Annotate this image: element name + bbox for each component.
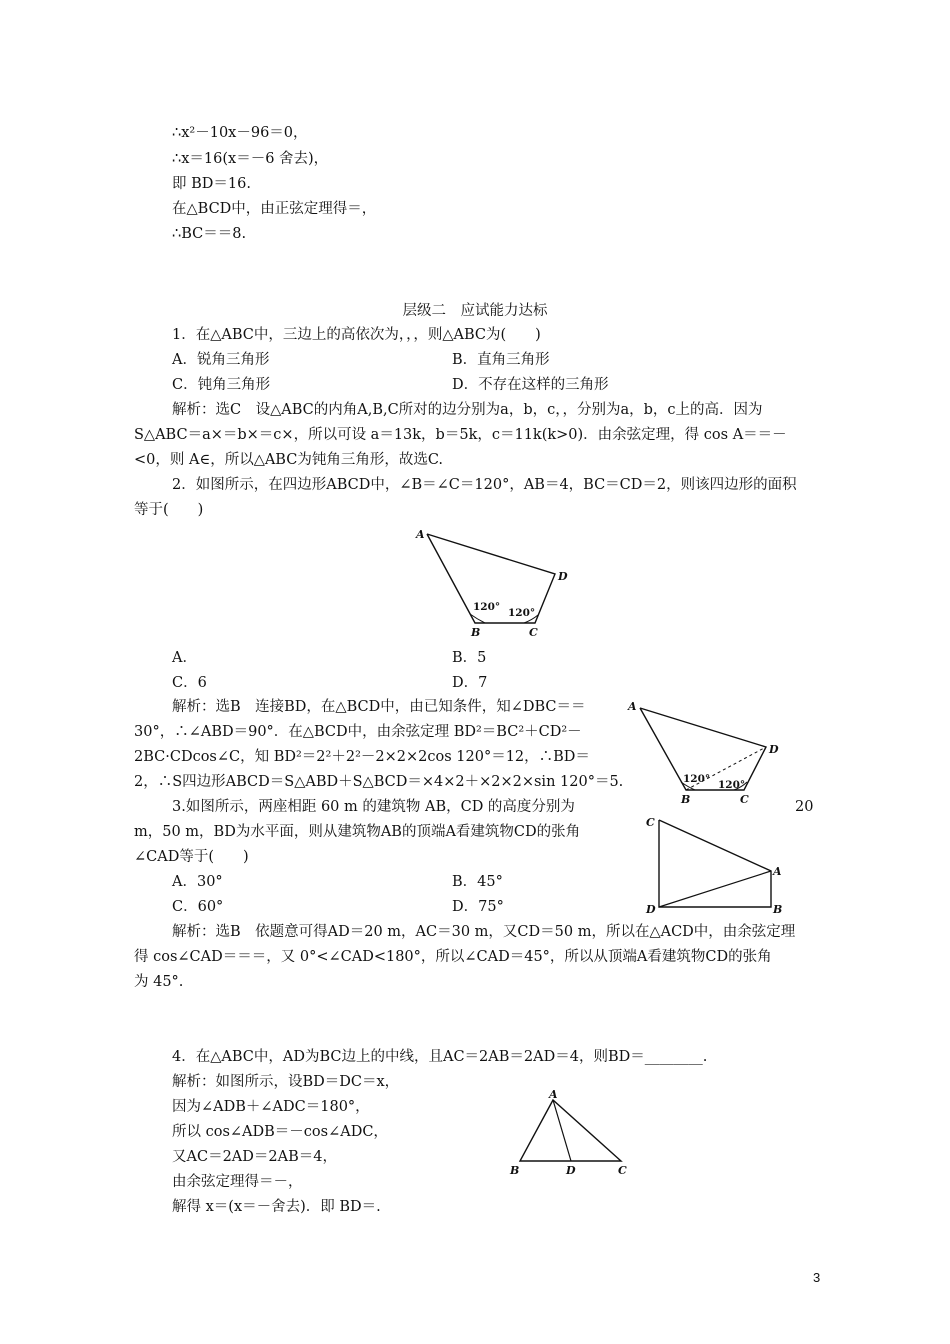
top-solution-line-1: ∴x²－10x－96＝0， bbox=[172, 125, 308, 141]
label-a: A bbox=[416, 528, 425, 541]
q2-solution-line-1: 解析：选B 连接BD，在△BCD中，由已知条件，知∠DBC＝＝ bbox=[172, 699, 586, 715]
median-ad bbox=[553, 1100, 571, 1161]
q4-solution-line-4: 又AC＝2AD＝2AB＝4， bbox=[172, 1149, 337, 1165]
q1-solution-line-1: 解析：选C 设△ABC的内角A,B,C所对的边分别为a，b，c，，分别为a，b，c上的高．因为 bbox=[172, 402, 763, 418]
q4-solution-line-5: 由余弦定理得＝－， bbox=[172, 1174, 303, 1190]
q3-option-a: A．30° bbox=[172, 874, 223, 890]
q4-solution-line-1: 解析：如图所示，设BD＝DC＝x， bbox=[172, 1074, 400, 1090]
q2-stem-line-1: 2．如图所示，在四边形ABCD中，∠B＝∠C＝120°，AB＝4，BC＝CD＝2，则该四边形的面积 bbox=[172, 477, 797, 493]
q4-solution-line-6: 解得 x＝(x＝－舍去)．即 BD＝. bbox=[172, 1199, 381, 1215]
quadrilateral-figure-with-diagonal bbox=[623, 696, 823, 811]
angle-b-label-2: 120° bbox=[683, 773, 711, 785]
q4-solution-line-2: 因为∠ADB＋∠ADC＝180°， bbox=[172, 1099, 370, 1115]
q3-option-c: C．60° bbox=[172, 899, 224, 915]
q3-solution-line-3: 为 45°. bbox=[134, 974, 184, 990]
label-b-3: B bbox=[773, 903, 783, 916]
q2-solution-line-2: 30°，∴∠ABD＝90°．在△BCD中，由余弦定理 BD²＝BC²＋CD²－ bbox=[134, 724, 582, 740]
angle-b-label: 120° bbox=[473, 601, 501, 613]
top-solution-line-3: 即 BD＝16. bbox=[172, 176, 251, 192]
label-c-4: C bbox=[618, 1164, 627, 1177]
label-c: C bbox=[529, 626, 538, 639]
q1-stem: 1．在△ABC中，三边上的高依次为，，，则△ABC为( ) bbox=[172, 327, 541, 343]
label-b: B bbox=[471, 626, 481, 639]
q4-solution-line-3: 所以 cos∠ADB＝－cos∠ADC， bbox=[172, 1124, 388, 1140]
q1-solution-line-2: S△ABC＝a×＝b×＝c×，所以可设 a＝13k，b＝5k，c＝11k(k>0)．由余弦定理，得 cos A＝＝－ bbox=[134, 427, 787, 443]
label-c-2: C bbox=[740, 793, 749, 806]
q2-option-d: D．7 bbox=[452, 675, 488, 691]
q2-solution-line-3: 2BC·CDcos∠C，知 BD²＝2²＋2²－2×2×2cos 120°＝12，∴BD＝ bbox=[134, 749, 590, 765]
q3-solution-line-1: 解析：选B 依题意可得AD＝20 m，AC＝30 m，又CD＝50 m，所以在△ACD中，由余弦定理 bbox=[172, 924, 796, 940]
section-title: 层级二 应试能力达标 bbox=[402, 303, 548, 319]
angle-c-label: 120° bbox=[508, 607, 536, 619]
label-c-3: C bbox=[646, 816, 655, 829]
top-solution-line-2: ∴x＝16(x＝－6 舍去)， bbox=[172, 151, 329, 167]
label-b-4: B bbox=[510, 1164, 520, 1177]
q2-option-c: C．6 bbox=[172, 675, 207, 691]
label-d-3: D bbox=[646, 903, 656, 916]
label-d-2: D bbox=[769, 743, 779, 756]
q2-stem-line-2: 等于( ) bbox=[134, 502, 204, 518]
label-a-4: A bbox=[549, 1088, 558, 1101]
triangle-median-figure bbox=[505, 1088, 645, 1178]
q2-option-b: B．5 bbox=[452, 650, 487, 666]
buildings-figure bbox=[640, 812, 820, 917]
building-figure-outline bbox=[659, 820, 771, 907]
triangle-abc bbox=[520, 1100, 621, 1161]
angle-c-label-2: 120° bbox=[718, 779, 746, 791]
top-solution-line-4: 在△BCD中，由正弦定理得＝， bbox=[172, 201, 377, 217]
q2-option-a: A． bbox=[172, 650, 197, 666]
label-b-2: B bbox=[681, 793, 691, 806]
q1-option-b: B．直角三角形 bbox=[452, 352, 550, 368]
q3-stem-line-1-tail: 20 bbox=[795, 799, 814, 815]
q3-option-b: B．45° bbox=[452, 874, 503, 890]
q1-option-c: C．钝角三角形 bbox=[172, 377, 271, 393]
q1-solution-line-3: <0，则 A∈，所以△ABC为钝角三角形，故选C. bbox=[134, 452, 444, 468]
line-ad bbox=[659, 871, 771, 907]
q1-option-a: A．锐角三角形 bbox=[172, 352, 270, 368]
q3-stem-line-3: ∠CAD等于( ) bbox=[134, 849, 249, 865]
q4-stem: 4．在△ABC中，AD为BC边上的中线，且AC＝2AB＝2AD＝4，则BD＝________. bbox=[172, 1049, 708, 1065]
q3-solution-line-2: 得 cos∠CAD＝＝＝，又 0°<∠CAD<180°，所以∠CAD＝45°，所以从顶端A看建筑物CD的张角 bbox=[134, 949, 772, 965]
q1-option-d: D．不存在这样的三角形 bbox=[452, 377, 609, 393]
quadrilateral-figure bbox=[410, 524, 610, 644]
label-d: D bbox=[558, 570, 568, 583]
label-a-2: A bbox=[628, 700, 637, 713]
page-number: 3 bbox=[813, 1270, 821, 1285]
label-d-4: D bbox=[566, 1164, 576, 1177]
q3-stem-line-2: m，50 m，BD为水平面，则从建筑物AB的顶端A看建筑物CD的张角 bbox=[134, 824, 581, 840]
q3-stem-line-1: 3.如图所示，两座相距 60 m 的建筑物 AB，CD 的高度分别为 bbox=[172, 799, 575, 815]
q3-option-d: D．75° bbox=[452, 899, 504, 915]
q2-solution-line-4: 2，∴S四边形ABCD＝S△ABD＋S△BCD＝×4×2＋×2×2×sin 120°＝5. bbox=[134, 774, 624, 790]
top-solution-line-5: ∴BC＝＝8. bbox=[172, 226, 247, 242]
label-a-3: A bbox=[773, 865, 782, 878]
